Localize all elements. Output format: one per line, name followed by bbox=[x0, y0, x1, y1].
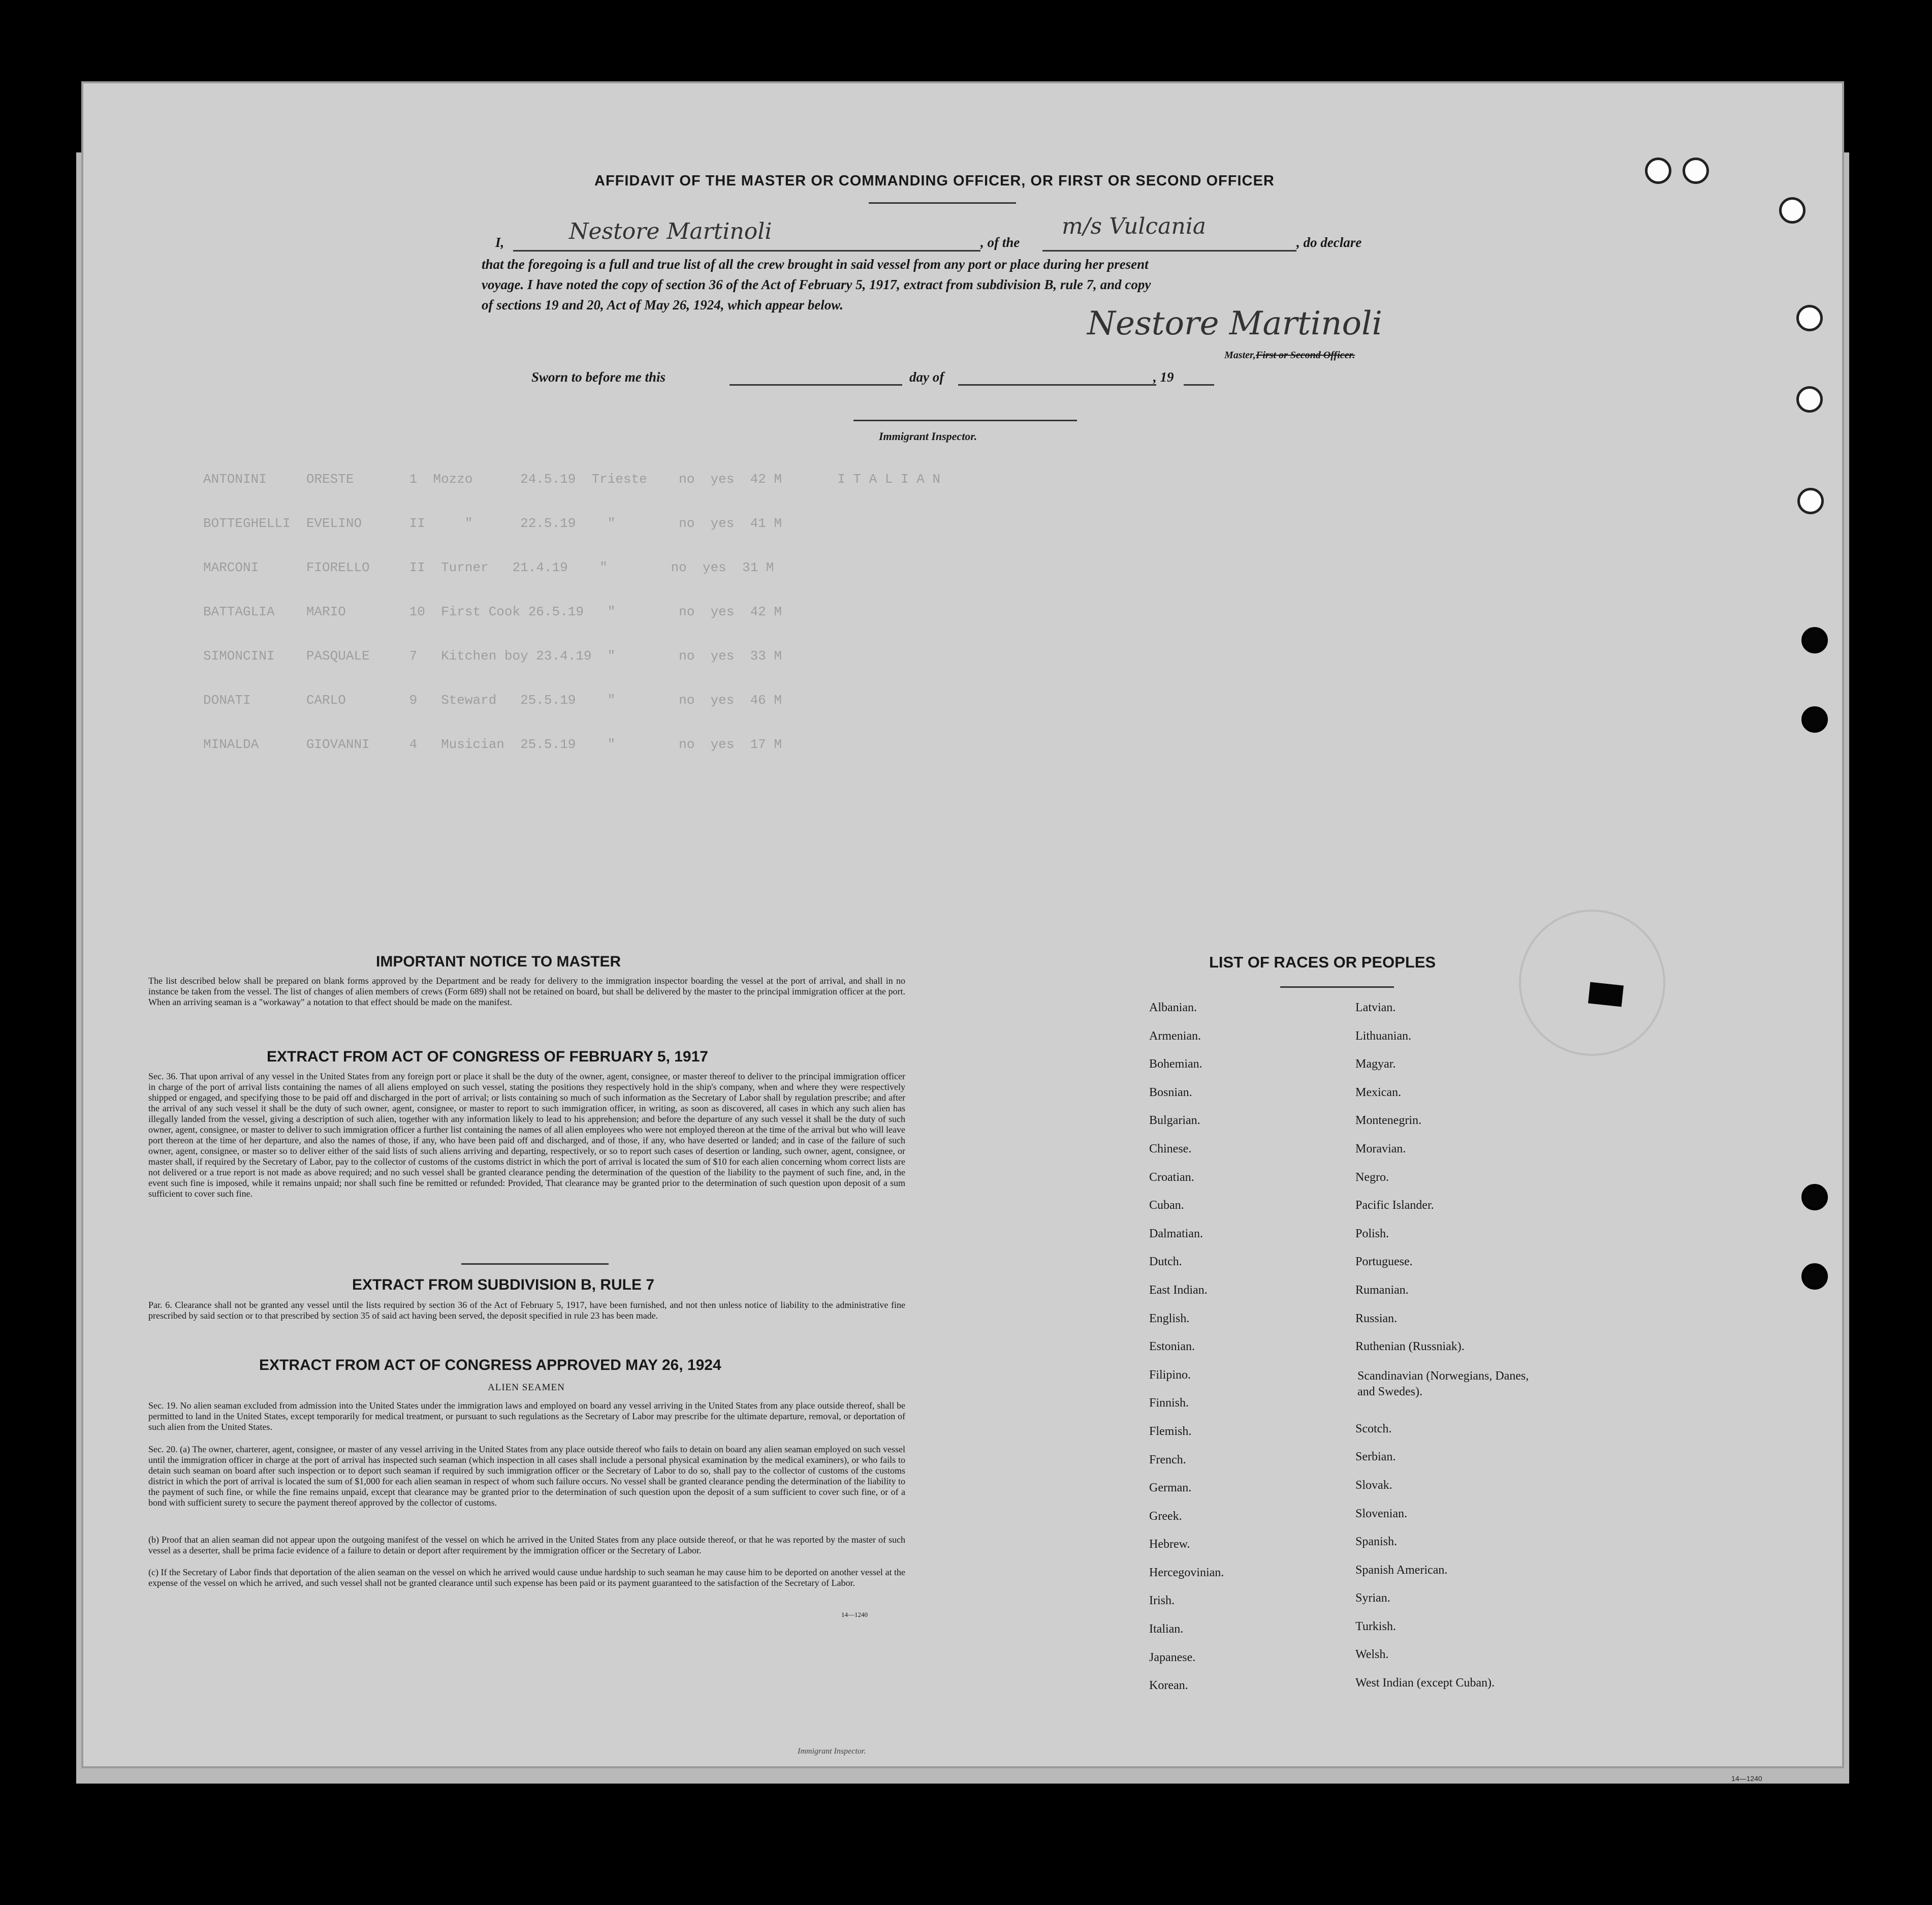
vessel-handwritten: m/s Vulcania bbox=[1062, 213, 1207, 239]
bleed-through-text: ANTONINI ORESTE 1 Mozzo 24.5.19 Trieste no yes 42 M I T A L I A N BOTTEGHELLI EVELINO II " 22.5.19 " no yes 41 M MARCONI FIORELLO II Turner 21.4.19 " no yes 31 M BATTAGLIA MARIO 10 First Cook 26.5.19 " no yes 42 M SIMONCINI PASQUALE 7 Kitchen boy 23.4.19 " no yes 33 M DONATI CARLO 9 Steward 25.5.19 " no yes 46 M MINALDA GIOVANNI 4 Musician 25.5.19 " no yes 17 M bbox=[203, 472, 941, 752]
races-right-column bbox=[1355, 1001, 1548, 1705]
race-item: Russian. bbox=[1355, 1311, 1398, 1325]
section-20c-text: (c) If the Secretary of Labor finds that deportation of the alien seaman on the vessel on which he arrived would cause undue hardship to such seaman he may cause him to be deported on another vessel at the expense of the vessel on which he arrived, and such vessel shall not be granted clearance until such expense has been paid or its payment guaranteed to the satisfaction of the Secretary of Labor. bbox=[148, 1567, 905, 1588]
race-item: Filipino. bbox=[1149, 1368, 1191, 1382]
notice-body: The list described below shall be prepared on blank forms approved by the Department and be ready for delivery to the immigration inspector boarding the vessel at the port of arrival, and shall in no instance be taken from the vessel. The list of changes of alien members of crews (Form 689) shall not be retained on board, but shall be delivered by the master to the principal immigration officer at the port. When an arriving seaman is a "workaway" a notation to that effect should be made on the manifest. bbox=[148, 976, 905, 1007]
races-rule bbox=[1280, 986, 1394, 988]
race-item: Moravian. bbox=[1355, 1142, 1406, 1156]
punch-hole bbox=[1801, 1263, 1828, 1290]
inspector-label: Immigrant Inspector. bbox=[879, 430, 977, 443]
affidavit-line-2: voyage. I have noted the copy of section 36 of the Act of February 5, 1917, extract from subdivision B, rule 7, and copy bbox=[482, 277, 1151, 292]
race-item: Scandinavian (Norwegians, Danes, and Swedes). bbox=[1357, 1369, 1529, 1398]
race-item: Dutch. bbox=[1149, 1255, 1182, 1269]
race-item: Latvian. bbox=[1355, 1001, 1396, 1014]
race-item: Negro. bbox=[1355, 1170, 1389, 1184]
underlying-inspector-label: Immigrant Inspector. bbox=[798, 1747, 866, 1756]
race-item: Croatian. bbox=[1149, 1170, 1194, 1184]
race-item: Syrian. bbox=[1355, 1591, 1390, 1605]
race-item: Estonian. bbox=[1149, 1340, 1195, 1354]
race-item: Slovak. bbox=[1355, 1478, 1392, 1492]
alien-seamen-subtitle: ALIEN SEAMEN bbox=[488, 1382, 565, 1393]
faint-seal-stamp bbox=[1519, 910, 1665, 1056]
extract-rule7-body: Par. 6. Clearance shall not be granted any vessel until the lists required by section 36 of the Act of February 5, 1917, have been furnished, and not then unless notice of liability to the administrative fine prescribed by said section or to that prescribed by section 35 of said act having been served, the deposit specified in rule 23 has been made. bbox=[148, 1300, 905, 1321]
form-number: 14—1240 bbox=[841, 1611, 868, 1618]
race-item: Bohemian. bbox=[1149, 1057, 1202, 1071]
inspector-line bbox=[853, 420, 1077, 421]
year-line bbox=[1184, 367, 1214, 386]
race-item: Chinese. bbox=[1149, 1142, 1192, 1156]
do-declare-label: , do declare bbox=[1296, 235, 1362, 250]
punch-hole bbox=[1779, 197, 1806, 224]
race-item: Albanian. bbox=[1149, 1001, 1197, 1014]
race-item: Lithuanian. bbox=[1355, 1029, 1411, 1043]
race-item: East Indian. bbox=[1149, 1283, 1208, 1297]
race-item: Hebrew. bbox=[1149, 1538, 1190, 1551]
race-item: Italian. bbox=[1149, 1622, 1184, 1636]
punch-hole bbox=[1801, 706, 1828, 733]
sworn-date-line bbox=[730, 367, 902, 386]
race-item: Spanish American. bbox=[1355, 1563, 1448, 1577]
affidavit-i: I, bbox=[495, 235, 504, 250]
day-of-label: day of bbox=[909, 369, 944, 385]
struck-officer-label: First or Second Officer. bbox=[1256, 350, 1355, 361]
race-item: Hercegovinian. bbox=[1149, 1566, 1224, 1579]
month-line bbox=[958, 367, 1156, 386]
race-item: English. bbox=[1149, 1311, 1190, 1325]
extract-1917-body: Sec. 36. That upon arrival of any vessel in the United States from any foreign port or place it shall be the duty of the owner, agent, consignee, or master thereof to deliver to the principal immigration officer in charge of the port of arrival lists containing the names of all aliens employed on such vessel, stating the positions they respectively hold in the ship's company, when and where they were respectively shipped or engaged, and specifying those to be paid off and discharged in the port of arrival; or lists containing so much of such information as the Secretary of Labor shall by regulation prescribe; and after the arrival of any such vessel it shall be the duty of such owner, agent, consignee, or master to report to such immigration officer, in writing, as soon as discovered, all cases in which any such alien has illegally landed from the vessel, giving a description of such alien, together with any information likely to lead to his apprehension; and before the departure of any such vessel it shall be the duty of such owner, agent, consignee, or master to deliver to such immigration officer a further list containing the names of all alien employees who were not employed thereon at the time of the arrival but who will leave port thereon at the time of her departure, and also the names of those, if any, who have been paid off and discharged, and of those, if any, who have deserted or landed; and in case of the failure of such owner, agent, consignee, or master so to deliver either of the said lists of such aliens arriving and departing, respectively, or so to report such cases of desertion or landing, such owner, agent, consignee, or master shall, if required by the Secretary of Labor, pay to the collector of customs of the customs district in which the port of arrival is located the sum of $10 for each alien concerning whom correct lists are not delivered or a true report is not made as above required; and no such vessel shall be granted clearance pending the determination of the question of the liability to the payment of such fine, and, in the event such fine is imposed, while it remains unpaid; nor shall such fine be remitted or refunded: Provided, That clearance may be granted prior to the determination of such question upon deposit of a sum sufficient to cover such fine. bbox=[148, 1071, 905, 1199]
master-name-handwritten: Nestore Martinoli bbox=[569, 218, 772, 244]
section-20a-text: Sec. 20. (a) The owner, charterer, agent, consignee, or master of any vessel arriving in the United States from any place outside thereof who fails to detain on board any alien seaman employed on such vessel until the immigration officer in charge at the port of arrival has inspected such seaman (which inspection in all cases shall include a personal physical examination by the medical examiners), or who fails to detain such seaman on board after such inspection or to deport such seaman if required by such immigration officer or the Secretary of Labor to do so, shall pay to the collector of customs of the customs district in which the port of arrival is located the sum of $1,000 for each alien seaman in respect of whom such failure occurs. No vessel shall be granted clearance pending the determination of the liability to the payment of such fine, or while the fine remains unpaid, except that clearance may be granted prior to the determination of such question upon the deposit of a sum sufficient to cover such fine, or of a bond with sufficient surety to secure the payment thereof approved by the collector of customs. bbox=[148, 1444, 905, 1508]
extract-1917-title: EXTRACT FROM ACT OF CONGRESS OF FEBRUARY 5, 1917 bbox=[267, 1048, 708, 1065]
section-19-text: Sec. 19. No alien seaman excluded from admission into the United States under the immigration laws and employed on board any vessel arriving in the United States from any place outside thereof, shall be permitted to land in the United States, except temporarily for medical treatment, or pursuant to such regulations as the Secretary of Labor may prescribe for the ultimate departure, removal, or deportation of such alien from the United States. bbox=[148, 1400, 905, 1432]
section-20b-text: (b) Proof that an alien seaman did not appear upon the outgoing manifest of the vessel on which he arrived in the United States from any place outside thereof, or that he was reported by the master of such vessel as a deserter, shall be prima facie evidence of a failure to detain or deport after requirement by the immigration officer or the Secretary of Labor. bbox=[148, 1535, 905, 1555]
affidavit-line-1: that the foregoing is a full and true list of all the crew brought in said vessel from any port or place during her present bbox=[482, 257, 1149, 272]
section-rule bbox=[461, 1263, 609, 1265]
race-item: Polish. bbox=[1355, 1227, 1389, 1240]
race-item: Turkish. bbox=[1355, 1619, 1396, 1633]
races-title: LIST OF RACES OR PEOPLES bbox=[1209, 953, 1436, 971]
race-item: Pacific Islander. bbox=[1355, 1199, 1434, 1212]
underlying-form-number: 14—1240 bbox=[1731, 1774, 1762, 1783]
extract-rule7-title: EXTRACT FROM SUBDIVISION B, RULE 7 bbox=[352, 1276, 655, 1293]
race-item: German. bbox=[1149, 1481, 1192, 1495]
notice-title: IMPORTANT NOTICE TO MASTER bbox=[376, 953, 621, 970]
race-item: Montenegrin. bbox=[1355, 1114, 1421, 1128]
race-item: Rumanian. bbox=[1355, 1283, 1409, 1297]
punch-hole bbox=[1801, 627, 1828, 653]
race-item: Flemish. bbox=[1149, 1424, 1192, 1438]
race-item: Dalmatian. bbox=[1149, 1227, 1203, 1240]
race-item: Portuguese. bbox=[1355, 1255, 1413, 1269]
race-item: Ruthenian (Russniak). bbox=[1355, 1340, 1465, 1354]
race-item: Korean. bbox=[1149, 1679, 1188, 1693]
punch-hole bbox=[1796, 386, 1823, 413]
of-the-label: , of the bbox=[980, 235, 1020, 250]
race-item: French. bbox=[1149, 1453, 1186, 1466]
race-item: Cuban. bbox=[1149, 1199, 1184, 1212]
race-item: Irish. bbox=[1149, 1594, 1175, 1608]
race-item: Slovenian. bbox=[1355, 1507, 1407, 1520]
race-item: Finnish. bbox=[1149, 1396, 1189, 1410]
master-signature: Nestore Martinoli bbox=[1087, 305, 1382, 342]
sworn-label: Sworn to before me this bbox=[531, 369, 666, 385]
punch-hole bbox=[1683, 158, 1709, 184]
race-item: Armenian. bbox=[1149, 1029, 1201, 1043]
master-label: Master, bbox=[1224, 350, 1256, 361]
extract-1924-title: EXTRACT FROM ACT OF CONGRESS APPROVED MAY 26, 1924 bbox=[259, 1357, 721, 1373]
race-item: Bosnian. bbox=[1149, 1085, 1192, 1099]
punch-hole bbox=[1797, 488, 1824, 514]
punch-hole bbox=[1645, 158, 1671, 184]
punch-hole bbox=[1796, 305, 1823, 331]
race-item: Bulgarian. bbox=[1149, 1114, 1200, 1128]
affidavit-title: AFFIDAVIT OF THE MASTER OR COMMANDING OFFICER, OR FIRST OR SECOND OFFICER bbox=[594, 173, 1275, 189]
punch-hole bbox=[1801, 1184, 1828, 1210]
race-item: Mexican. bbox=[1355, 1085, 1401, 1099]
race-item: Greek. bbox=[1149, 1509, 1182, 1523]
race-item: Magyar. bbox=[1355, 1057, 1396, 1071]
title-rule bbox=[869, 202, 1016, 204]
races-left-column bbox=[1149, 1001, 1224, 1707]
race-item: Serbian. bbox=[1355, 1450, 1396, 1464]
race-item: Welsh. bbox=[1355, 1648, 1389, 1662]
race-item: Scotch. bbox=[1355, 1422, 1392, 1435]
year-label: , 19 bbox=[1153, 369, 1174, 385]
race-item: West Indian (except Cuban). bbox=[1355, 1676, 1495, 1690]
affidavit-line-3: of sections 19 and 20, Act of May 26, 1924, which appear below. bbox=[482, 297, 843, 313]
race-item: Japanese. bbox=[1149, 1650, 1196, 1664]
race-item: Spanish. bbox=[1355, 1535, 1398, 1549]
